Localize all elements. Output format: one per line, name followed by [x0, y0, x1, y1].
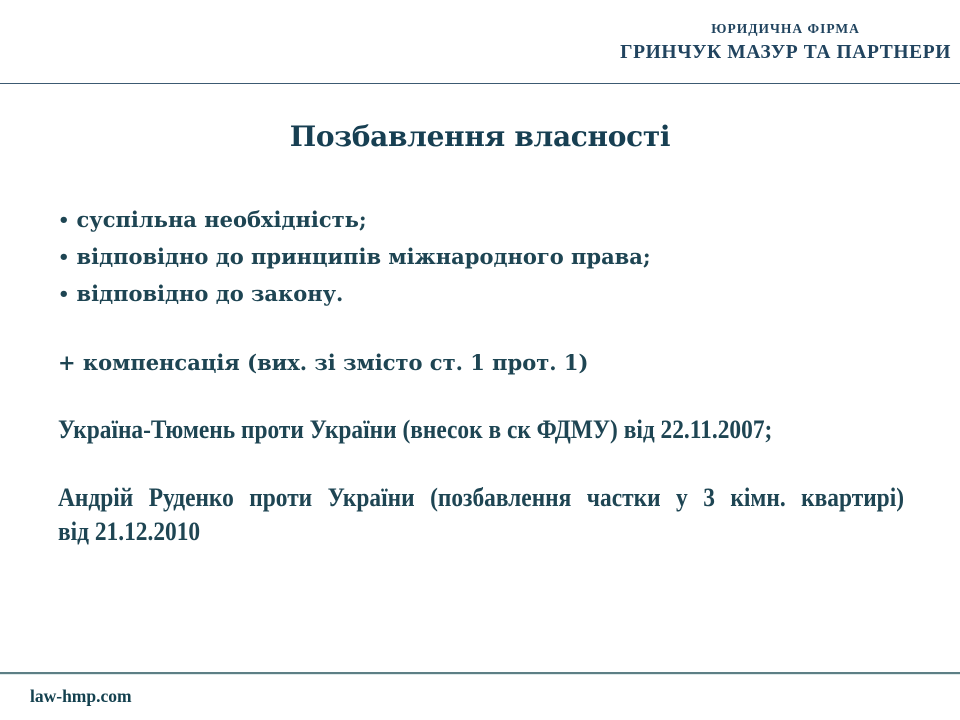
bullet-list: [58, 202, 651, 313]
bullet-item: [58, 202, 651, 239]
bullet-item: [58, 276, 651, 313]
bullet-text: суспільна необхідність;: [76, 207, 367, 232]
case-line-rudenko-1: Андрій Руденко проти України (позбавлення частки у 3 кімн. квартирі): [58, 483, 904, 512]
footer: [30, 686, 132, 707]
firm-name-label: ГРИНЧУК МАЗУР ТА ПАРТНЕРИ: [620, 42, 951, 63]
website-label: law-hmp.com: [30, 686, 132, 706]
bullet-text: відповідно до закону.: [76, 281, 344, 306]
slide-title: Позбавлення власності: [289, 120, 671, 153]
header: [620, 18, 951, 66]
firm-type-label: ЮРИДИЧНА ФІРМА: [711, 21, 860, 36]
bullet-marker-icon: •: [58, 284, 70, 305]
bullet-text: відповідно до принципів міжнародного права;: [76, 244, 651, 269]
bullet-item: [58, 239, 651, 276]
case-block-rudenko: [58, 481, 960, 549]
header-divider: [0, 83, 960, 84]
footer-divider: [0, 672, 960, 675]
case-line-ukraina-tyumen: Україна-Тюмень проти України (внесок в ск ФДМУ) від 22.11.2007;: [58, 415, 773, 444]
bullet-marker-icon: •: [58, 210, 70, 231]
case-line-rudenko-2: від 21.12.2010: [58, 517, 201, 546]
bullet-marker-icon: •: [58, 247, 70, 268]
compensation-line: + компенсація (вих. зі змісто ст. 1 прот. 1): [58, 350, 589, 375]
